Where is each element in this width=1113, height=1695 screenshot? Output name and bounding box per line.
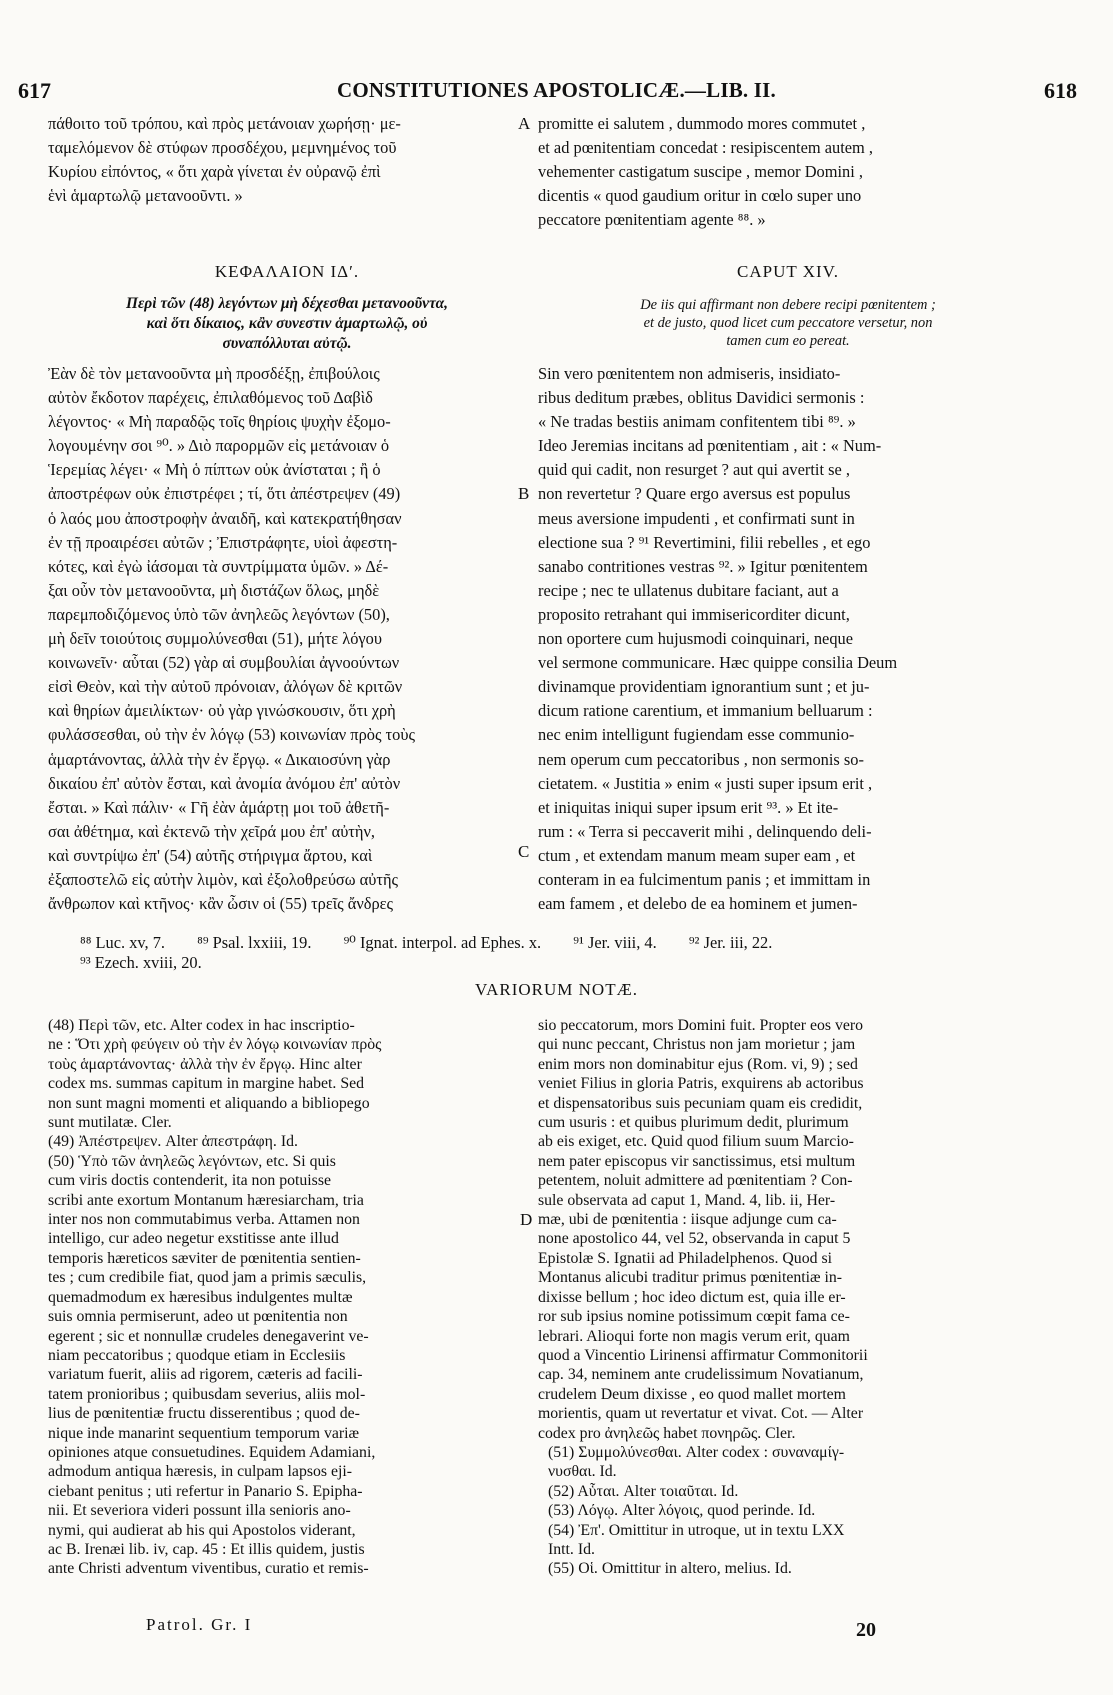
note-entry: (51) Συμμολύνεσθαι. Alter codex : συναναμίγ- νυσθαι. Id.	[548, 1443, 845, 1481]
reference: ⁹¹ Jer. viii, 4.	[573, 933, 657, 952]
latin-paragraph-body: Sin vero pœnitentem non admiseris, insidiato- ribus deditum præbes, oblitus Davidici sermonis : « Ne tradas bestiis animam confitentem tibi ⁸⁹. » Ideo Jeremias incitans ad pœnitentiam , ait : « Num- quid qui cadit, non resurget ? aut qui avertit se , non revertetur ? Quare ergo aversus est populus meus aversione impudenti , et confirmati sunt in electione sua ? ⁹¹ Revertimini, filii rebelles , et ego sanabo contritiones vestras ⁹². » Igitur pœnitentem recipe ; nec te ullatenus dubitare faciant, aut a proposito retrahant qui immisericorditer dicunt, non oportere cum hujusmodi coinquinari, neque vel sermone communicare. Hæc quippe consilia Deum divinamque providentiam ignorantium sunt ; et ju- dicum ratione carentium, et immanium belluarum : nec enim intelligunt fugiendam esse communio- nem operum cum peccatoribus , non sermonis so- cietatem. « Justitia » enim « justi super ipsum erit , et iniquitas iniqui super ipsum erit ⁹³. » Et ite- rum : « Terra si peccaverit mihi , delinquendo deli- ctum , et extendam manum meam super eam , et conteram in ea fulcimentum panis ; et immittam in eam famem , et delebo de ea hominem et jumen-	[538, 364, 898, 914]
greek-paragraph-body: Ἐὰν δὲ τὸν μετανοοῦντα μὴ προσδέξῃ, ἐπιβούλοις αὐτὸν ἔκδοτον παρέχεις, ἐπιλαθόμενος τοῦ Δαβὶδ λέγοντος· « Μὴ παραδῷς τοῖς θηρίοις ψυχὴν ἐξομο- λογουμένην σοι ⁹⁰. » Διὸ παρορμῶν εἰς μετάνοιαν ὁ Ἱερεμίας λέγει· « Μὴ ὁ πίπτων οὐκ ἀνίσταται ; ἢ ὁ ἀποστρέφων οὐκ ἐπιστρέφει ; τί, ὅτι ἀπέστρεψεν (49) ὁ λαός μου ἀποστροφὴν ἀναιδῆ, καὶ κατεκρατήθησαν ἐν τῇ προαιρέσει αὐτῶν ; Ἐπιστράφητε, υἱοὶ ἀφεστη- κότες, καὶ ἐγὼ ἰάσομαι τὰ συντρίμματα ὑμῶν. » Δέ- ξαι οὖν τὸν μετανοοῦντα, μὴ διστάζων ὅλως, μηδὲ παρεμποδιζόμενος ὑπὸ τῶν ἀνηλεῶς λεγόντων (50), μὴ δεῖν τοιούτοις συμμολύνεσθαι (51), μήτε λόγου κοινωνεῖν· αὗται (52) γὰρ αἱ συμβουλίαι ἀγνοούντων εἰσὶ Θεὸν, καὶ τὴν αὐτοῦ πρόνοιαν, ἀλόγων δὲ κριτῶν καὶ θηρίων ἀμειλίκτων· οὐ γὰρ γινώσκουσιν, ὅτι χρὴ φυλάσσεσθαι, οὐ τὴν ἐν λόγῳ (53) κοινωνίαν πρὸς τοὺς ἁμαρτάνοντας, ἀλλὰ τὴν ἐν ἔργῳ. « Δικαιοσύνη γὰρ δικαίου ἐπ' αὐτὸν ἔσται, καὶ ἀνομία ἀνόμου ἐπ' αὐτὸν ἔσται. » Καὶ πάλιν· « Γῆ ἐὰν ἁμάρτῃ μοι τοῦ ἀθετῆ- σαι ἀθέτημα, καὶ ἐκτενῶ τὴν χεῖρά μου ἐπ' αὐτὴν, καὶ συντρίψω ἐπ' (54) αὐτῆς στήριγμα ἄρτου, καὶ ἐξαποστελῶ εἰς αὐτὴν λιμὸν, καὶ ἐξολοθρεύσω αὐτῆς ἄνθρωπον καὶ κτῆνος· κἂν ὦσιν οἱ (55) τρεῖς ἄνδρες	[48, 364, 415, 914]
reference: ⁹² Jer. iii, 22.	[688, 933, 773, 952]
latin-column-body	[538, 362, 1038, 916]
notes-left-text: (48) Περὶ τῶν, etc. Alter codex in hac inscriptio- ne : Ὅτι χρὴ φεύγειν οὐ τὴν ἐν λόγῳ κοινωνίαν πρὸς τοὺς ἁμαρτάνοντας· ἀλλὰ τὴν ἐν ἔργῳ. Hinc alter codex ms. summas capitum in margine habet. Sed non sunt magni momenti et aliquando a bibliopego sunt mutilatæ. Cler. (49) Ἀπέστρεψεν. Alter ἀπεστράφη. Id. (50) Ὑπὸ τῶν ἀνηλεῶς λεγόντων, etc. Si quis cum viris doctis contenderit, ita non potuisse scribi ante exortum Montanum hæresiarcham, tria inter nos non commutabimus verba. Attamen non intelligo, cur adeo negetur exstitisse ante illud temporis hæreticos sæviter de pœnitentia sentien- tes ; cum credibile fiat, quod jam a primis sæculis, quemadmodum ex hæresibus indulgentes multæ suis omnia permiserunt, adeo ut pœnitentia non egerent ; sic et nonnullæ crudeles denegaverint ve- niam peccatoribus ; quodque etiam in Ecclesiis variatum fuerit, aliis ad rigorem, cæteris ad facili- tatem pronioribus ; quibusdam severius, aliis mol- lius de pœnitentiæ fructu disserentibus ; quod de- nique inde manarint sequentium temporum variæ opiniones atque consuetudines. Equidem Adamiani, admodum antiqua hæresis, in culpam lapsos eji- ciebant penitus ; uti refertur in Panario S. Epipha- nii. Et severiora videri possunt illa senioris ano- nymi, qui audierat ab his qui Apostolos viderant, ac B. Irenæi lib. iv, cap. 45 : Et illis quidem, justis ante Christi adventum viventibus, curatio et remis-	[48, 1017, 382, 1578]
reference: ⁹³ Ezech. xviii, 20.	[80, 953, 202, 972]
page-number-left: 617	[18, 78, 51, 103]
notes-column-left	[48, 1016, 518, 1579]
latin-chapter-subtitle: De iis qui affirmant non debere recipi pœnitentem ; et de justo, quod licet cum peccatore versetur, non tamen cum eo pereat.	[640, 297, 936, 349]
references-row-1	[80, 933, 1020, 953]
note-entry: (53) Λόγῳ. Alter λόγοις, quod perinde. Id.	[548, 1502, 816, 1520]
scripture-references	[80, 933, 1020, 973]
latin-paragraph-top: promitte ei salutem , dummodo mores commutet , et ad pœnitentiam concedat : resipiscentem autem , vehementer castigatum suscipe , memor Domini , dicentis « quod gaudium oritur in cœlo super uno peccatore pœnitentiam agente ⁸⁸. »	[538, 114, 873, 230]
greek-chapter-heading: ΚΕΦΑΛΑΙΟΝ ΙΔʹ.	[214, 262, 360, 281]
notes-heading: VARIORUM NOTÆ.	[475, 980, 638, 999]
reference: ⁹⁰ Ignat. interpol. ad Ephes. x.	[343, 933, 542, 952]
note-entry: (54) Ἐπ'. Omittitur in utroque, ut in textu LXX Intt. Id.	[548, 1521, 845, 1558]
greek-chapter-subtitle: Περὶ τῶν (48) λεγόντων μὴ δέχεσθαι μετανοοῦντα, καὶ ὅτι δίκαιος, κἂν συνεστιν ἁμαρτωλῷ, οὐ συναπόλλυται αὐτῷ.	[126, 295, 448, 352]
greek-column-body	[48, 362, 526, 916]
running-title: CONSTITUTIONES APOSTOLICÆ.—LIB. II.	[337, 78, 776, 102]
page-number-right: 618	[1044, 78, 1077, 103]
latin-column-top	[538, 112, 1038, 232]
greek-paragraph-top: πάθοιτο τοῦ τρόπου, καὶ πρὸς μετάνοιαν χωρήσῃ· με- ταμελόμενον δὲ στύφων προσδέχου, μεμνημένος τοῦ Κυρίου εἰπόντος, « ὅτι χαρὰ γίνεται ἐν οὐρανῷ ἐπὶ ἑνὶ ἁμαρτωλῷ μετανοοῦντι. »	[48, 114, 401, 206]
references-row-2	[80, 953, 1020, 973]
greek-column-top	[48, 112, 526, 208]
reference: ⁸⁸ Luc. xv, 7.	[80, 933, 166, 952]
margin-letter-b: B	[518, 484, 530, 503]
footer-sheet-number: 20	[856, 1619, 876, 1641]
margin-letter-d: D	[520, 1210, 533, 1229]
margin-letter-c: C	[518, 842, 530, 861]
note-entry: (52) Αὗται. Alter τοιαῦται. Id.	[548, 1482, 739, 1500]
footer-signature: Patrol. Gr. I	[146, 1615, 253, 1634]
latin-chapter-heading: CAPUT XIV.	[737, 262, 839, 281]
note-entry: (55) Οἱ. Omittitur in altero, melius. Id.	[548, 1560, 792, 1578]
reference: ⁸⁹ Psal. lxxiii, 19.	[197, 933, 312, 952]
notes-right-text: sio peccatorum, mors Domini fuit. Propter eos vero qui nunc peccant, Christus non jam morietur ; jam enim mors non dominabitur ejus (Rom. vi, 9) ; sed veniet Filius in gloria Patris, exquirens ab actoribus et dispensatoribus suis pecuniam quam eis credidit, cum usuris : et quibus plurimum dedit, plurimum ab eis exiget, etc. Quid quod filium suum Marcio- nem pater episcopus vir sanctissimus, etsi multum petentem, noluit admittere ad pœnitentiam ? Con- sule observata ad caput 1, Mand. 4, lib. ii, Her- mæ, ubi de pœnitentia : iisque adjunge cum ca- none apostolico 44, vel 52, observanda in caput 5 Epistolæ S. Ignatii ad Philadelphenos. Quod si Montanus alicubi traditur primus pœnitentiæ in- dixisse bellum ; hoc ideo dictum est, quia ille er- ror sub ipsius nomine potissimum cœpit fama ce- lebrari. Alioqui forte non magis verum erit, quam quod a Vincentio Lirinensi affirmatur Commonitorii cap. 34, neminem ante crudelissimum Novatianum, crudelem Deum dixisse , eo quod mallet mortem morientis, quam ut revertatur et vivat. Cot. — Alter codex pro ἀνηλεῶς habet πονηρῶς. Cler.	[538, 1017, 868, 1442]
running-header	[0, 78, 1113, 108]
notes-column-right	[538, 1016, 1038, 1579]
margin-letter-a: A	[518, 114, 531, 133]
